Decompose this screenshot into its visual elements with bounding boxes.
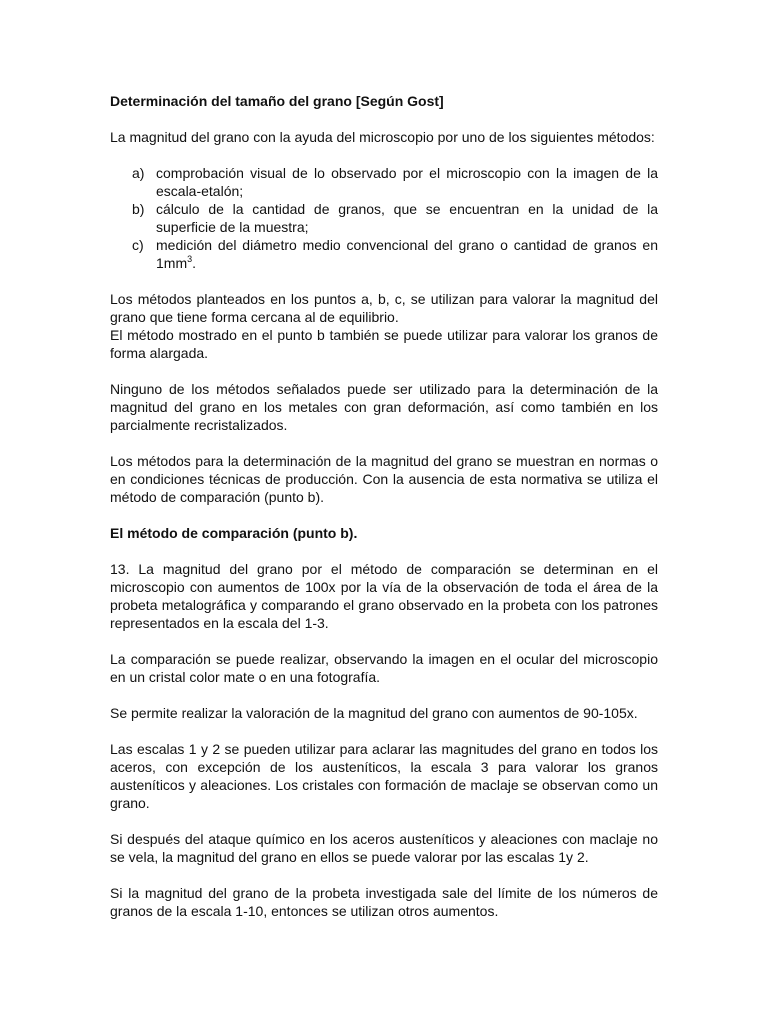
- paragraph-methods-equilibrium: Los métodos planteados en los puntos a, b, c, se utilizan para valorar la magnitud del grano que tiene forma cercana al de equilibrio.: [110, 291, 658, 325]
- paragraph-scales: Las escalas 1 y 2 se pueden utilizar para aclarar las magnitudes del grano en todos los aceros, con excepción de los austeníticos, la escala 3 para valorar los granos austeníticos y aleaciones. Los cristales con formación de maclaje se observan como un grano.: [110, 741, 658, 811]
- list-item-text: medición del diámetro medio convencional del grano o cantidad de granos en 1mm: [156, 237, 658, 271]
- intro-paragraph: La magnitud del grano con la ayuda del microscopio por uno de los siguientes métodos:: [110, 129, 655, 145]
- paragraph-13: 13. La magnitud del grano por el método de comparación se determinan en el microscopio con aumentos de 100x por la vía de la observación de toda el área de la probeta metalográfica y comparando el grano observado en la probeta con los patrones representados en la escala del 1-3.: [110, 561, 658, 631]
- list-item: [110, 164, 658, 200]
- paragraph-norms: Los métodos para la determinación de la magnitud del grano se muestran en normas o en condiciones técnicas de producción. Con la ausencia de esta normativa se utiliza el método de comparación (punto b).: [110, 453, 658, 505]
- paragraph-deformation: Ninguno de los métodos señalados puede ser utilizado para la determinación de la magnitud del grano en los metales con gran deformación, así como también en los parcialmente recristalizados.: [110, 381, 658, 433]
- list-marker: b): [132, 201, 145, 217]
- document-page: [110, 92, 658, 938]
- superscript: 3: [187, 254, 193, 264]
- list-item: [110, 236, 658, 272]
- paragraph-other-magnifications: Si la magnitud del grano de la probeta investigada sale del límite de los números de granos de la escala 1-10, entonces se utilizan otros aumentos.: [110, 885, 658, 919]
- document-title: Determinación del tamaño del grano [Según Gost]: [110, 93, 444, 109]
- paragraph-comparison: La comparación se puede realizar, observando la imagen en el ocular del microscopio en un cristal color mate o en una fotografía.: [110, 651, 658, 685]
- list-item-end: .: [192, 255, 197, 271]
- list-item-text: comprobación visual de lo observado por el microscopio con la imagen de la escala-etalón;: [156, 165, 658, 199]
- list-item-text: cálculo de la cantidad de granos, que se encuentran en la unidad de la superficie de la muestra;: [156, 201, 658, 235]
- list-item: [110, 200, 658, 236]
- list-marker: a): [132, 165, 145, 181]
- methods-list: [110, 164, 658, 272]
- paragraph-method-b: El método mostrado en el punto b también se puede utilizar para valorar los granos de forma alargada.: [110, 327, 658, 361]
- paragraph-magnification: Se permite realizar la valoración de la magnitud del grano con aumentos de 90-105x.: [110, 705, 638, 721]
- list-marker: c): [132, 237, 144, 253]
- section-heading: El método de comparación (punto b).: [110, 525, 358, 541]
- paragraph-chemical-attack: Si después del ataque químico en los aceros austeníticos y aleaciones con maclaje no se vela, la magnitud del grano en ellos se puede valorar por las escalas 1y 2.: [110, 831, 658, 865]
